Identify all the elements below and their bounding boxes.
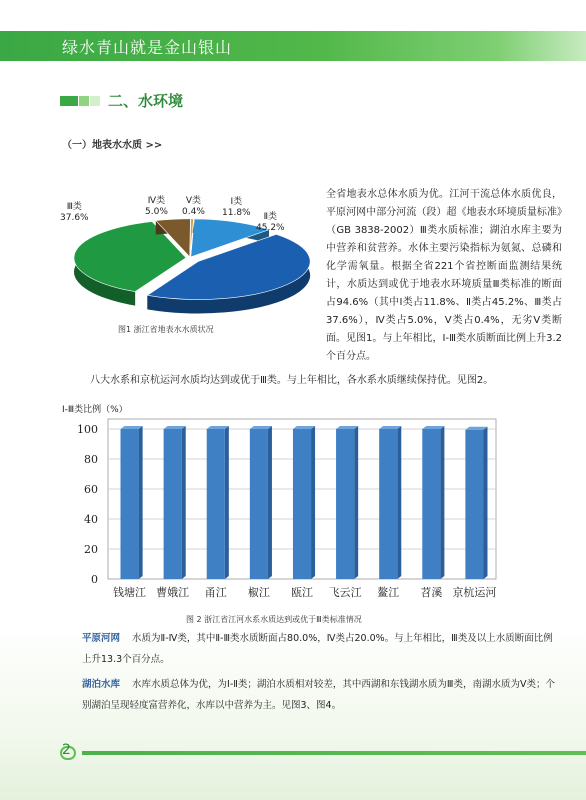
lakes-label: 湖泊水库 <box>82 679 121 690</box>
pie-label-value: 11.8% <box>222 208 251 218</box>
bar-chart-ylabel: Ⅰ-Ⅲ类比例（%） <box>62 405 128 415</box>
x-tick-label: 钱塘江 <box>113 586 147 599</box>
pie-label-name: Ⅱ类 <box>263 212 278 222</box>
bar-chart <box>0 395 586 635</box>
bar-face <box>164 429 182 579</box>
pie-label-ii <box>256 212 285 234</box>
header-title: 绿水青山就是金山银山 <box>62 38 233 57</box>
paragraph-rivers: 八大水系和京杭运河水质均达到或优于Ⅲ类。与上年相比，各水系水质继续保持优。见图2。 <box>90 375 494 386</box>
pie-caption: 图1 浙江省地表水水质状况 <box>118 325 214 334</box>
bar-face <box>293 429 311 579</box>
pie-label-v <box>182 196 205 218</box>
pie-label-name: Ⅳ类 <box>147 196 166 206</box>
y-tick-label: 40 <box>84 513 98 526</box>
bar-chart-caption: 图 2 浙江省江河水系水质达到或优于Ⅲ类标准情况 <box>186 615 362 624</box>
pie-label-value: 0.4% <box>182 207 205 217</box>
bar <box>336 426 358 579</box>
bar <box>207 426 229 579</box>
plain-river-text: 水质为Ⅱ-Ⅳ类，其中Ⅱ-Ⅲ类水质断面占80.0%，Ⅳ类占20.0%。与上年相比，Ⅲ类及以上水质断面比例上升13.3个百分点。 <box>82 633 553 665</box>
bar-face <box>422 429 440 579</box>
bar-side <box>311 426 315 579</box>
footer-line <box>82 751 586 755</box>
x-tick-label: 苕溪 <box>420 586 443 599</box>
bar-side <box>440 426 444 579</box>
pie-label-name: Ⅲ类 <box>66 202 82 212</box>
bar-face <box>465 430 483 579</box>
bar-face <box>250 429 268 579</box>
x-tick-label: 鳌江 <box>377 586 400 599</box>
bar <box>121 426 143 579</box>
bar <box>293 426 315 579</box>
y-tick-label: 100 <box>77 423 98 436</box>
bar-face <box>121 429 139 579</box>
bar <box>250 426 272 579</box>
x-tick-label: 甬江 <box>204 586 227 599</box>
bar-face <box>336 429 354 579</box>
y-tick-label: 60 <box>84 483 98 496</box>
lakes-paragraph <box>82 674 560 716</box>
pie-label-value: 37.6% <box>60 213 89 223</box>
x-tick-label: 瓯江 <box>291 586 313 599</box>
plain-river-paragraph <box>82 628 560 670</box>
bar-side <box>225 426 229 579</box>
y-tick-label: 20 <box>84 543 98 556</box>
bar-face <box>379 429 397 579</box>
subsection-title: （一）地表水水质 >> <box>62 140 163 151</box>
bar-face <box>207 429 225 579</box>
bar-side <box>182 426 186 579</box>
pie-label-value: 5.0% <box>145 207 168 217</box>
lakes-text: 水库水质总体为优，为Ⅰ-Ⅱ类；湖泊水质相对较差，其中西湖和东钱湖水质为Ⅲ类，南湖水质为Ⅴ类；个别湖泊呈现轻度富营养化，水库以中营养为主。见图3、图4。 <box>82 679 555 711</box>
pie-label-name: Ⅰ类 <box>230 197 243 207</box>
bar <box>422 426 444 579</box>
x-tick-label: 曹娥江 <box>156 586 190 599</box>
bar <box>164 426 186 579</box>
pie-label-iv <box>145 196 168 218</box>
pie-label-name: Ⅴ类 <box>185 196 202 206</box>
bar-side <box>268 426 272 579</box>
x-tick-label: 飞云江 <box>328 586 362 599</box>
bar <box>379 426 401 579</box>
bar <box>465 427 487 579</box>
bar-side <box>483 427 487 579</box>
bar-side <box>354 426 358 579</box>
x-tick-label: 椒江 <box>247 586 270 599</box>
pie-label-iii <box>60 202 89 224</box>
x-tick-label: 京杭运河 <box>452 586 497 599</box>
page-number: 2 <box>62 742 71 758</box>
pie-label-value: 45.2% <box>256 223 285 233</box>
plain-river-label: 平原河网 <box>82 633 121 644</box>
pie-label-i <box>222 197 251 219</box>
y-tick-label: 80 <box>84 453 98 466</box>
y-tick-label: 0 <box>91 573 98 586</box>
bar-side <box>139 426 143 579</box>
bar-side <box>397 426 401 579</box>
paragraph-summary: 全省地表水总体水质为优。江河干流总体水质优良，平原河网中部分河流（段）超《地表水环境质量标准》（GB 3838-2002）Ⅲ类水质标准；湖泊水库主要为中营养和贫营养。水体主要污染指标为氨氮、总磷和化学需氧量。根据全省221个省控断面监测结果统计，水质达到或优于地表水环境质量Ⅲ类标准的断面占94.6%（其中Ⅰ类占11.8%、Ⅱ类占45.2%、Ⅲ类占37.6%），Ⅳ类占5.0%，Ⅴ类占0.4%，无劣Ⅴ类断面。见图1。与上年相比，Ⅰ-Ⅲ类水质断面比例上升3.2个百分点。 <box>326 189 562 362</box>
section-title: 二、水环境 <box>108 92 184 110</box>
